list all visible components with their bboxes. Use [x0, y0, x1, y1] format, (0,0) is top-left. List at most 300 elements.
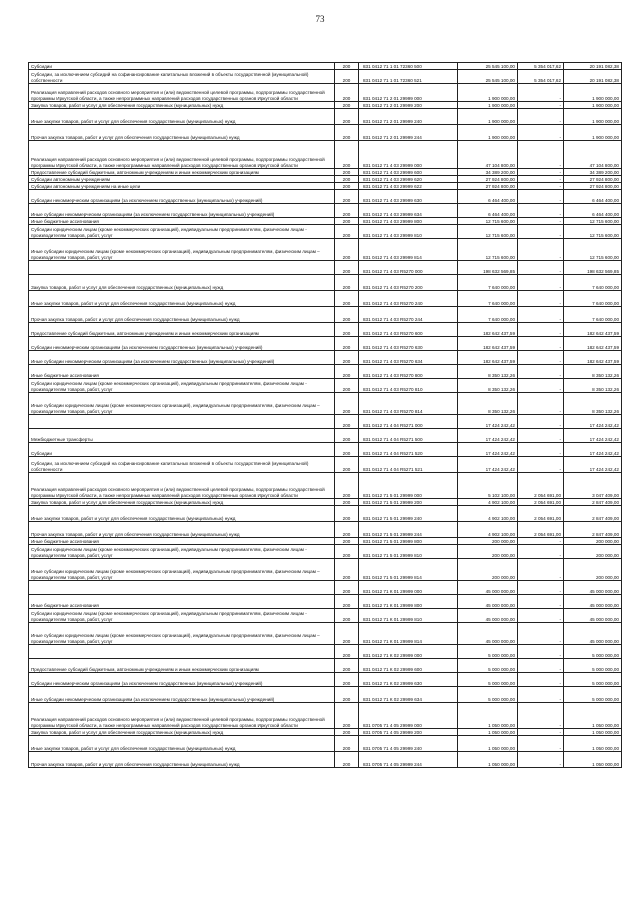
row-code-cell: 831 0412 71 5 01 29999 200 [359, 499, 458, 506]
table-row [29, 703, 622, 729]
row-name-cell: Закупка товаров, работ и услуг для обеспечения государственных (муниципальных) нужд [29, 499, 335, 506]
row-flag-cell: 200 [335, 109, 359, 125]
table-row [29, 687, 622, 703]
row-change-cell: 2 054 691,00 [518, 506, 564, 522]
table-row [29, 307, 622, 323]
row-total-cell: 12 715 600,00 [564, 239, 622, 261]
row-flag-cell: 200 [335, 141, 359, 169]
row-total-cell: 27 924 800,00 [564, 176, 622, 183]
row-code-cell: 831 0412 71 4 03 R5270 000 [359, 261, 458, 275]
row-change-cell: - [518, 218, 564, 225]
table-row [29, 429, 622, 443]
row-code-cell: 831 0412 71 2 01 29999 000 [359, 84, 458, 102]
row-code-cell: 831 0412 71 4 03 R5270 810 [359, 379, 458, 393]
row-amount-cell: 1 050 000,00 [458, 736, 518, 752]
row-amount-cell: 45 000 000,00 [458, 581, 518, 595]
table-row [29, 559, 622, 581]
row-name-cell: Субсидии, за исключением субсидий на софинансирование капитальных вложений в объекты государственной (муниципальной) собственности [29, 70, 335, 84]
row-total-cell: 20 191 082,38 [564, 63, 622, 70]
table-row [29, 204, 622, 218]
table-row [29, 261, 622, 275]
row-change-cell: - [518, 169, 564, 176]
row-change-cell: - [518, 125, 564, 141]
row-code-cell: 831 0412 71 К 02 29999 634 [359, 687, 458, 703]
table-row [29, 415, 622, 429]
row-flag-cell: 200 [335, 261, 359, 275]
row-code-cell: 831 0412 71 К 01 29999 800 [359, 595, 458, 609]
table-row [29, 609, 622, 623]
table-row [29, 645, 622, 659]
table-row [29, 595, 622, 609]
row-change-cell: - [518, 225, 564, 239]
row-flag-cell: 200 [335, 70, 359, 84]
row-amount-cell: 7 640 000,00 [458, 275, 518, 291]
row-name-cell: Субсидии юридическим лицам (кроме некоммерческих организаций), индивидуальным предпринимателям, физическим лицам - производителям товаров, работ, услуг [29, 225, 335, 239]
row-total-cell: 17 424 242,42 [564, 429, 622, 443]
table-row [29, 393, 622, 415]
row-total-cell: 8 350 132,26 [564, 365, 622, 379]
row-total-cell: 12 715 600,00 [564, 218, 622, 225]
row-amount-cell: 12 715 600,00 [458, 239, 518, 261]
row-amount-cell: 12 715 600,00 [458, 225, 518, 239]
row-total-cell: 5 000 000,00 [564, 645, 622, 659]
row-flag-cell: 200 [335, 190, 359, 204]
row-name-cell: Иные субсидии некоммерческим организациям (за исключением государственных (муниципальных) учреждений) [29, 687, 335, 703]
row-name-cell: Иные субсидии некоммерческим организациям (за исключением государственных (муниципальных) учреждений) [29, 204, 335, 218]
row-name-cell: Прочая закупка товаров, работ и услуг для обеспечения государственных (муниципальных) нужд [29, 752, 335, 768]
row-flag-cell: 200 [335, 703, 359, 729]
table-row [29, 473, 622, 499]
row-change-cell: - [518, 729, 564, 736]
row-change-cell: - [518, 429, 564, 443]
page-number: 73 [315, 14, 325, 24]
row-change-cell: 2 054 691,00 [518, 473, 564, 499]
table-row [29, 337, 622, 351]
row-name-cell: Прочая закупка товаров, работ и услуг для обеспечения государственных (муниципальных) нужд [29, 125, 335, 141]
row-flag-cell: 200 [335, 379, 359, 393]
row-flag-cell: 200 [335, 239, 359, 261]
row-flag-cell: 200 [335, 337, 359, 351]
row-code-cell: 831 0412 71 4 03 R5270 244 [359, 307, 458, 323]
table-row [29, 70, 622, 84]
row-total-cell: 1 050 000,00 [564, 736, 622, 752]
row-code-cell: 831 0412 71 2 01 29999 200 [359, 102, 458, 109]
row-change-cell: - [518, 84, 564, 102]
row-amount-cell: 4 902 100,00 [458, 506, 518, 522]
row-amount-cell: 17 424 242,42 [458, 415, 518, 429]
row-flag-cell: 200 [335, 736, 359, 752]
table-row [29, 351, 622, 365]
row-name-cell: Иные закупки товаров, работ и услуг для обеспечения государственных (муниципальных) нужд [29, 291, 335, 307]
row-total-cell: 45 000 000,00 [564, 595, 622, 609]
row-flag-cell: 200 [335, 729, 359, 736]
row-code-cell: 831 0412 71 4 03 29999 634 [359, 204, 458, 218]
row-flag-cell: 200 [335, 323, 359, 337]
row-amount-cell: 182 642 437,59 [458, 323, 518, 337]
row-amount-cell: 1 900 000,00 [458, 125, 518, 141]
row-change-cell: - [518, 141, 564, 169]
row-amount-cell: 5 000 000,00 [458, 687, 518, 703]
row-amount-cell: 1 050 000,00 [458, 752, 518, 768]
row-total-cell: 34 389 200,00 [564, 169, 622, 176]
row-amount-cell: 200 000,00 [458, 545, 518, 559]
row-flag-cell: 200 [335, 63, 359, 70]
row-flag-cell: 200 [335, 645, 359, 659]
table-row [29, 729, 622, 736]
row-amount-cell: 27 924 800,00 [458, 183, 518, 190]
row-change-cell: - [518, 559, 564, 581]
row-flag-cell: 200 [335, 125, 359, 141]
row-code-cell: 831 0412 71 1 01 72360 521 [359, 70, 458, 84]
row-flag-cell: 200 [335, 752, 359, 768]
row-code-cell: 831 0412 71 4 03 29999 622 [359, 183, 458, 190]
row-code-cell: 831 0705 71 4 05 29999 244 [359, 752, 458, 768]
row-amount-cell: 45 000 000,00 [458, 609, 518, 623]
row-code-cell: 831 0412 71 4 03 R5270 200 [359, 275, 458, 291]
row-total-cell: 1 900 000,00 [564, 109, 622, 125]
row-amount-cell: 5 000 000,00 [458, 673, 518, 687]
row-code-cell: 831 0412 71 К 02 29999 000 [359, 645, 458, 659]
row-change-cell: - [518, 609, 564, 623]
row-flag-cell: 200 [335, 275, 359, 291]
row-flag-cell: 200 [335, 623, 359, 645]
row-code-cell: 831 0412 71 4 03 29999 600 [359, 169, 458, 176]
row-amount-cell: 17 424 242,42 [458, 457, 518, 473]
table-row [29, 190, 622, 204]
row-flag-cell: 200 [335, 102, 359, 109]
row-change-cell: - [518, 291, 564, 307]
row-name-cell: Иные бюджетные ассигнования [29, 218, 335, 225]
row-flag-cell: 200 [335, 169, 359, 176]
row-flag-cell: 200 [335, 659, 359, 673]
row-code-cell: 831 0412 71 4 03 R5270 600 [359, 323, 458, 337]
row-name-cell: Субсидии автономным учреждениям [29, 176, 335, 183]
row-amount-cell: 6 464 400,00 [458, 204, 518, 218]
table-row [29, 457, 622, 473]
row-total-cell: 17 424 242,42 [564, 443, 622, 457]
row-code-cell: 831 0412 71 4 03 R5270 800 [359, 365, 458, 379]
row-amount-cell: 5 000 000,00 [458, 659, 518, 673]
row-amount-cell: 182 642 437,59 [458, 337, 518, 351]
row-flag-cell: 200 [335, 84, 359, 102]
row-code-cell: 831 0412 71 4 03 R5270 814 [359, 393, 458, 415]
row-flag-cell: 200 [335, 204, 359, 218]
table-row [29, 623, 622, 645]
row-flag-cell: 200 [335, 393, 359, 415]
row-code-cell: 831 0412 71 4 04 R5271 521 [359, 457, 458, 473]
row-code-cell: 831 0412 71 4 03 R5270 634 [359, 351, 458, 365]
table-row [29, 581, 622, 595]
row-code-cell: 831 0412 71 1 01 72360 500 [359, 63, 458, 70]
row-total-cell: 12 715 600,00 [564, 225, 622, 239]
row-amount-cell: 25 545 100,00 [458, 70, 518, 84]
row-flag-cell: 200 [335, 443, 359, 457]
table-row [29, 239, 622, 261]
row-code-cell: 831 0412 71 К 02 29999 600 [359, 659, 458, 673]
row-change-cell: - [518, 365, 564, 379]
row-flag-cell: 200 [335, 225, 359, 239]
row-change-cell: 2 054 691,00 [518, 499, 564, 506]
row-change-cell: - [518, 393, 564, 415]
row-name-cell: Субсидии некоммерческим организациям (за исключением государственных (муниципальных) учреждений) [29, 337, 335, 351]
row-name-cell: Субсидии некоммерческим организациям (за исключением государственных (муниципальных) учреждений) [29, 673, 335, 687]
table-row [29, 169, 622, 176]
table-row [29, 84, 622, 102]
table-row [29, 673, 622, 687]
row-change-cell: - [518, 595, 564, 609]
row-total-cell: 200 000,00 [564, 559, 622, 581]
row-code-cell: 831 0412 71 4 03 R5270 240 [359, 291, 458, 307]
row-total-cell: 5 000 000,00 [564, 687, 622, 703]
row-name-cell: Закупка товаров, работ и услуг для обеспечения государственных (муниципальных) нужд [29, 729, 335, 736]
row-total-cell: 7 640 000,00 [564, 307, 622, 323]
row-flag-cell: 200 [335, 218, 359, 225]
row-change-cell: - [518, 673, 564, 687]
row-total-cell: 45 000 000,00 [564, 609, 622, 623]
row-name-cell: Иные субсидии юридическим лицам (кроме некоммерческих организаций), индивидуальным предпринимателям, физическим лицам – производителям товаров, работ, услуг [29, 393, 335, 415]
row-change-cell: - [518, 109, 564, 125]
row-code-cell: 831 0412 71 5 01 29999 810 [359, 545, 458, 559]
row-name-cell: Субсидии [29, 443, 335, 457]
table-row [29, 176, 622, 183]
row-change-cell: 5 354 017,62 [518, 70, 564, 84]
row-total-cell: 1 050 000,00 [564, 752, 622, 768]
row-amount-cell: 200 000,00 [458, 559, 518, 581]
row-change-cell: - [518, 379, 564, 393]
row-total-cell: 6 464 400,00 [564, 204, 622, 218]
row-name-cell: Предоставление субсидий бюджетным, автономным учреждениям и иным некоммерческим организациям [29, 323, 335, 337]
row-name-cell: Иные закупки товаров, работ и услуг для обеспечения государственных (муниципальных) нужд [29, 109, 335, 125]
row-amount-cell: 1 900 000,00 [458, 102, 518, 109]
row-amount-cell: 47 104 800,00 [458, 141, 518, 169]
row-flag-cell: 200 [335, 307, 359, 323]
table-row [29, 506, 622, 522]
row-name-cell: Субсидии, за исключением субсидий на софинансирование капитальных вложений в объекты государственной (муниципальной) собственности [29, 457, 335, 473]
row-flag-cell: 200 [335, 473, 359, 499]
row-name-cell: Иные бюджетные ассигнования [29, 595, 335, 609]
row-name-cell: Иные субсидии некоммерческим организациям (за исключением государственных (муниципальных) учреждений) [29, 351, 335, 365]
row-amount-cell: 12 715 600,00 [458, 218, 518, 225]
row-flag-cell: 200 [335, 365, 359, 379]
row-flag-cell: 200 [335, 538, 359, 545]
row-amount-cell: 8 350 132,26 [458, 365, 518, 379]
row-total-cell: 6 464 400,00 [564, 190, 622, 204]
row-amount-cell: 5 000 000,00 [458, 645, 518, 659]
row-name-cell: Реализация направлений расходов основного мероприятия и (или) ведомственной целевой программы, подпрограммы государственной программы Иркутской области, а также непрограммных направлений расходов государственных органов Иркутской области [29, 141, 335, 169]
row-flag-cell: 200 [335, 559, 359, 581]
row-code-cell: 831 0412 71 4 03 29999 620 [359, 176, 458, 183]
row-flag-cell: 200 [335, 673, 359, 687]
row-amount-cell: 27 924 800,00 [458, 176, 518, 183]
row-change-cell: - [518, 261, 564, 275]
row-flag-cell: 200 [335, 291, 359, 307]
row-flag-cell: 200 [335, 457, 359, 473]
row-code-cell: 831 0412 71 4 03 R5270 630 [359, 337, 458, 351]
row-total-cell: 2 847 409,00 [564, 499, 622, 506]
row-amount-cell: 7 640 000,00 [458, 307, 518, 323]
row-total-cell: 182 642 437,59 [564, 337, 622, 351]
row-amount-cell: 25 545 100,00 [458, 63, 518, 70]
row-code-cell: 831 0412 71 4 04 R5271 520 [359, 443, 458, 457]
row-name-cell: Межбюджетные трансферты [29, 429, 335, 443]
row-total-cell: 45 000 000,00 [564, 581, 622, 595]
row-change-cell: - [518, 545, 564, 559]
row-total-cell: 17 424 242,42 [564, 415, 622, 429]
row-change-cell: - [518, 176, 564, 183]
row-flag-cell: 200 [335, 415, 359, 429]
row-change-cell: - [518, 538, 564, 545]
table-row [29, 522, 622, 538]
table-row [29, 379, 622, 393]
row-name-cell: Субсидии [29, 63, 335, 70]
row-change-cell: - [518, 659, 564, 673]
table-row [29, 499, 622, 506]
row-code-cell: 831 0412 71 2 01 29999 244 [359, 125, 458, 141]
table-row [29, 63, 622, 70]
row-name-cell: Субсидии автономным учреждениям на иные цели [29, 183, 335, 190]
row-total-cell: 27 924 800,00 [564, 183, 622, 190]
row-flag-cell: 200 [335, 499, 359, 506]
row-total-cell: 198 632 569,85 [564, 261, 622, 275]
row-code-cell: 831 0412 71 4 03 29999 810 [359, 225, 458, 239]
row-code-cell: 831 0412 71 4 03 29999 800 [359, 218, 458, 225]
row-flag-cell: 200 [335, 609, 359, 623]
row-total-cell: 7 640 000,00 [564, 275, 622, 291]
table-row [29, 275, 622, 291]
row-flag-cell: 200 [335, 595, 359, 609]
row-amount-cell: 182 642 437,59 [458, 351, 518, 365]
row-amount-cell: 200 000,00 [458, 538, 518, 545]
row-total-cell: 182 642 437,59 [564, 351, 622, 365]
row-name-cell: Предоставление субсидий бюджетным, автономным учреждениям и иным некоммерческим организациям [29, 659, 335, 673]
row-name-cell [29, 261, 335, 275]
row-code-cell: 831 0412 71 4 03 29999 000 [359, 141, 458, 169]
row-change-cell: - [518, 337, 564, 351]
table-row [29, 736, 622, 752]
table-row [29, 659, 622, 673]
row-name-cell: Реализация направлений расходов основного мероприятия и (или) ведомственной целевой программы, подпрограммы государственной программы Иркутской области, а также непрограммных направлений расходов государственных органов Иркутской области [29, 703, 335, 729]
row-code-cell: 831 0412 71 5 01 29999 800 [359, 538, 458, 545]
row-code-cell: 831 0412 71 5 01 29999 240 [359, 506, 458, 522]
table-row [29, 545, 622, 559]
row-amount-cell: 198 632 569,85 [458, 261, 518, 275]
table-row [29, 225, 622, 239]
row-name-cell: Реализация направлений расходов основного мероприятия и (или) ведомственной целевой программы, подпрограммы государственной программы Иркутской области, а также непрограммных направлений расходов государственных органов Иркутской области [29, 84, 335, 102]
row-change-cell: - [518, 415, 564, 429]
table-row [29, 141, 622, 169]
row-amount-cell: 8 350 132,26 [458, 393, 518, 415]
row-name-cell: Иные бюджетные ассигнования [29, 365, 335, 379]
row-name-cell: Субсидии юридическим лицам (кроме некоммерческих организаций), индивидуальным предпринимателям, физическим лицам - производителям товаров, работ, услуг [29, 545, 335, 559]
row-total-cell: 8 350 132,26 [564, 379, 622, 393]
row-name-cell: Иные субсидии юридическим лицам (кроме некоммерческих организаций), индивидуальным предпринимателям, физическим лицам – производителям товаров, работ, услуг [29, 239, 335, 261]
row-code-cell: 831 0412 71 4 03 29999 630 [359, 190, 458, 204]
row-change-cell: - [518, 645, 564, 659]
row-total-cell: 1 050 000,00 [564, 729, 622, 736]
row-name-cell: Субсидии юридическим лицам (кроме некоммерческих организаций), индивидуальным предпринимателям, физическим лицам - производителям товаров, работ, услуг [29, 609, 335, 623]
row-total-cell: 5 000 000,00 [564, 673, 622, 687]
row-name-cell: Субсидии юридическим лицам (кроме некоммерческих организаций), индивидуальным предпринимателям, физическим лицам - производителям товаров, работ, услуг [29, 379, 335, 393]
row-code-cell: 831 0412 71 4 04 R5271 500 [359, 429, 458, 443]
row-total-cell: 5 000 000,00 [564, 659, 622, 673]
row-name-cell: Реализация направлений расходов основного мероприятия и (или) ведомственной целевой программы, подпрограммы государственной программы Иркутской области, а также непрограммных направлений расходов государственных органов Иркутской области [29, 473, 335, 499]
table-row [29, 102, 622, 109]
row-amount-cell: 1 050 000,00 [458, 703, 518, 729]
row-total-cell: 8 350 132,26 [564, 393, 622, 415]
table-row [29, 443, 622, 457]
row-flag-cell: 200 [335, 176, 359, 183]
row-total-cell: 20 191 082,38 [564, 70, 622, 84]
row-flag-cell: 200 [335, 545, 359, 559]
table-row [29, 365, 622, 379]
row-change-cell: - [518, 323, 564, 337]
row-change-cell: - [518, 190, 564, 204]
row-code-cell: 831 0412 71 К 01 29999 000 [359, 581, 458, 595]
row-change-cell: 5 354 017,62 [518, 63, 564, 70]
row-name-cell: Прочая закупка товаров, работ и услуг для обеспечения государственных (муниципальных) нужд [29, 522, 335, 538]
row-change-cell: - [518, 183, 564, 190]
row-total-cell: 17 424 242,42 [564, 457, 622, 473]
row-amount-cell: 1 050 000,00 [458, 729, 518, 736]
row-code-cell: 831 0412 71 5 01 29999 244 [359, 522, 458, 538]
row-name-cell: Предоставление субсидий бюджетным, автономным учреждениям и иным некоммерческим организациям [29, 169, 335, 176]
row-total-cell: 1 900 000,00 [564, 84, 622, 102]
row-amount-cell: 1 900 000,00 [458, 84, 518, 102]
row-code-cell: 831 0705 71 4 05 29999 240 [359, 736, 458, 752]
table-row [29, 218, 622, 225]
row-code-cell: 831 0412 71 5 01 29999 814 [359, 559, 458, 581]
row-amount-cell: 8 350 132,26 [458, 379, 518, 393]
budget-table [28, 62, 622, 768]
row-name-cell [29, 645, 335, 659]
row-change-cell: - [518, 752, 564, 768]
row-change-cell: - [518, 687, 564, 703]
row-flag-cell: 200 [335, 522, 359, 538]
row-change-cell: - [518, 443, 564, 457]
row-name-cell: Субсидии некоммерческим организациям (за исключением государственных (муниципальных) учреждений) [29, 190, 335, 204]
row-total-cell: 182 642 437,59 [564, 323, 622, 337]
row-change-cell: - [518, 457, 564, 473]
row-amount-cell: 17 424 242,42 [458, 429, 518, 443]
row-flag-cell: 200 [335, 429, 359, 443]
row-code-cell: 831 0412 71 К 01 29999 814 [359, 623, 458, 645]
row-total-cell: 45 000 000,00 [564, 623, 622, 645]
row-code-cell: 831 0705 71 4 05 29999 000 [359, 703, 458, 729]
table-row [29, 183, 622, 190]
row-total-cell: 2 847 409,00 [564, 506, 622, 522]
row-total-cell: 200 000,00 [564, 538, 622, 545]
row-flag-cell: 200 [335, 687, 359, 703]
row-name-cell: Закупка товаров, работ и услуг для обеспечения государственных (муниципальных) нужд [29, 275, 335, 291]
row-name-cell: Иные закупки товаров, работ и услуг для обеспечения государственных (муниципальных) нужд [29, 736, 335, 752]
row-change-cell: - [518, 736, 564, 752]
row-code-cell: 831 0412 71 К 02 29999 630 [359, 673, 458, 687]
row-change-cell: - [518, 623, 564, 645]
row-total-cell: 1 050 000,00 [564, 703, 622, 729]
row-name-cell [29, 581, 335, 595]
row-name-cell [29, 415, 335, 429]
row-code-cell: 831 0412 71 5 01 29999 000 [359, 473, 458, 499]
row-amount-cell: 34 389 200,00 [458, 169, 518, 176]
row-name-cell: Иные закупки товаров, работ и услуг для обеспечения государственных (муниципальных) нужд [29, 506, 335, 522]
row-total-cell: 1 900 000,00 [564, 125, 622, 141]
row-total-cell: 47 104 800,00 [564, 141, 622, 169]
row-flag-cell: 200 [335, 581, 359, 595]
row-amount-cell: 45 000 000,00 [458, 595, 518, 609]
row-amount-cell: 17 424 242,42 [458, 443, 518, 457]
row-change-cell: - [518, 204, 564, 218]
row-name-cell: Иные субсидии юридическим лицам (кроме некоммерческих организаций), индивидуальным предпринимателям, физическим лицам – производителям товаров, работ, услуг [29, 559, 335, 581]
